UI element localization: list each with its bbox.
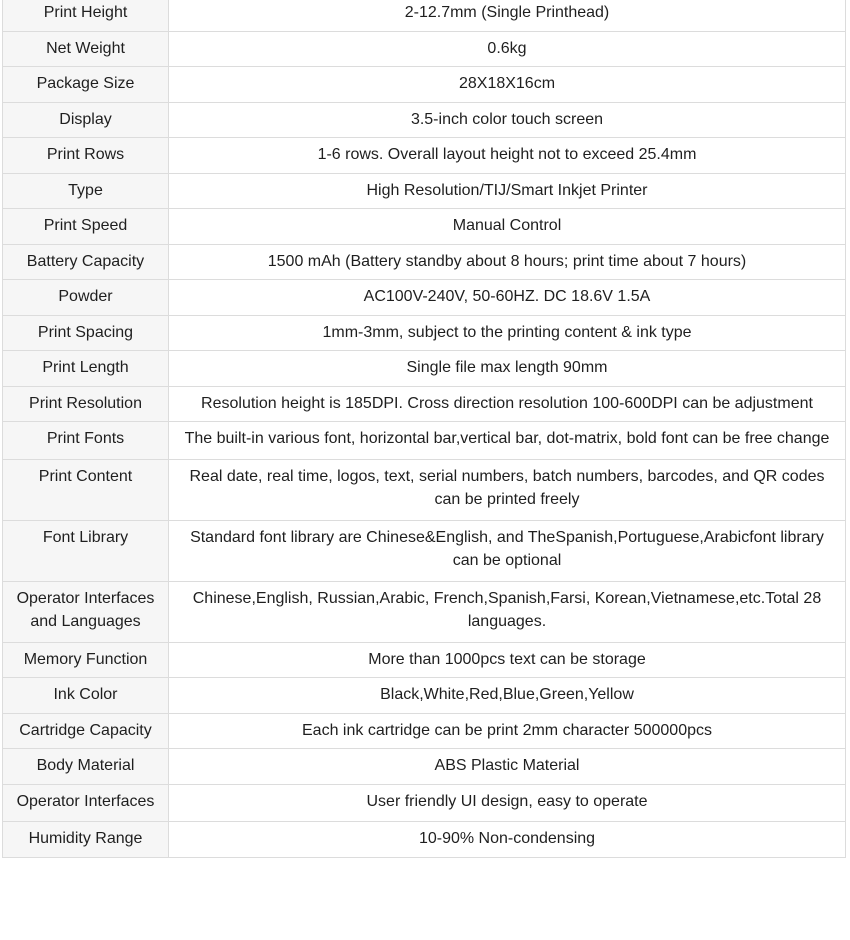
spec-value: Manual Control [169,209,846,245]
specifications-table-body [3,0,846,857]
spec-label: Print Rows [3,138,169,174]
spec-label: Display [3,102,169,138]
table-row [3,749,846,785]
table-row [3,581,846,642]
table-row [3,209,846,245]
table-row [3,422,846,460]
table-row [3,678,846,714]
spec-value: Standard font library are Chinese&English, and TheSpanish,Portuguese,Arabicfont library can be optional [169,520,846,581]
table-row [3,784,846,822]
spec-label: Humidity Range [3,822,169,858]
spec-value: 1mm-3mm, subject to the printing content & ink type [169,315,846,351]
table-row [3,67,846,103]
table-row [3,351,846,387]
spec-value: Black,White,Red,Blue,Green,Yellow [169,678,846,714]
table-row [3,138,846,174]
spec-value: More than 1000pcs text can be storage [169,642,846,678]
spec-label: Print Spacing [3,315,169,351]
table-row [3,642,846,678]
spec-label: Print Length [3,351,169,387]
spec-label: Package Size [3,67,169,103]
table-row [3,102,846,138]
spec-value: 0.6kg [169,31,846,67]
spec-label: Print Resolution [3,386,169,422]
specifications-table [2,0,846,858]
spec-value: 1500 mAh (Battery standby about 8 hours; print time about 7 hours) [169,244,846,280]
spec-label: Print Content [3,459,169,520]
spec-label: Net Weight [3,31,169,67]
spec-value: 28X18X16cm [169,67,846,103]
spec-label: Battery Capacity [3,244,169,280]
spec-label: Body Material [3,749,169,785]
spec-label: Print Fonts [3,422,169,460]
table-row [3,0,846,31]
table-row [3,459,846,520]
spec-value: Resolution height is 185DPI. Cross direction resolution 100-600DPI can be adjustment [169,386,846,422]
spec-label: Font Library [3,520,169,581]
spec-value: User friendly UI design, easy to operate [169,784,846,822]
table-row [3,520,846,581]
spec-label: Cartridge Capacity [3,713,169,749]
spec-label: Print Speed [3,209,169,245]
spec-value: Each ink cartridge can be print 2mm character 500000pcs [169,713,846,749]
spec-value: 2-12.7mm (Single Printhead) [169,0,846,31]
table-row [3,280,846,316]
spec-value: 10-90% Non-condensing [169,822,846,858]
spec-value: Single file max length 90mm [169,351,846,387]
table-row [3,244,846,280]
spec-value: AC100V-240V, 50-60HZ. DC 18.6V 1.5A [169,280,846,316]
spec-label: Operator Interfaces and Languages [3,581,169,642]
spec-label: Type [3,173,169,209]
spec-label: Memory Function [3,642,169,678]
table-row [3,713,846,749]
table-row [3,386,846,422]
spec-label: Print Height [3,0,169,31]
table-row [3,31,846,67]
spec-value: Real date, real time, logos, text, serial numbers, batch numbers, barcodes, and QR codes can be printed freely [169,459,846,520]
table-row [3,315,846,351]
spec-label: Ink Color [3,678,169,714]
spec-value: High Resolution/TIJ/Smart Inkjet Printer [169,173,846,209]
table-row [3,173,846,209]
spec-label: Powder [3,280,169,316]
spec-value: ABS Plastic Material [169,749,846,785]
spec-value: 3.5-inch color touch screen [169,102,846,138]
spec-value: 1-6 rows. Overall layout height not to exceed 25.4mm [169,138,846,174]
table-row [3,822,846,858]
spec-label: Operator Interfaces [3,784,169,822]
spec-value: Chinese,English, Russian,Arabic, French,Spanish,Farsi, Korean,Vietnamese,etc.Total 28 languages. [169,581,846,642]
spec-value: The built-in various font, horizontal bar,vertical bar, dot-matrix, bold font can be free change [169,422,846,460]
